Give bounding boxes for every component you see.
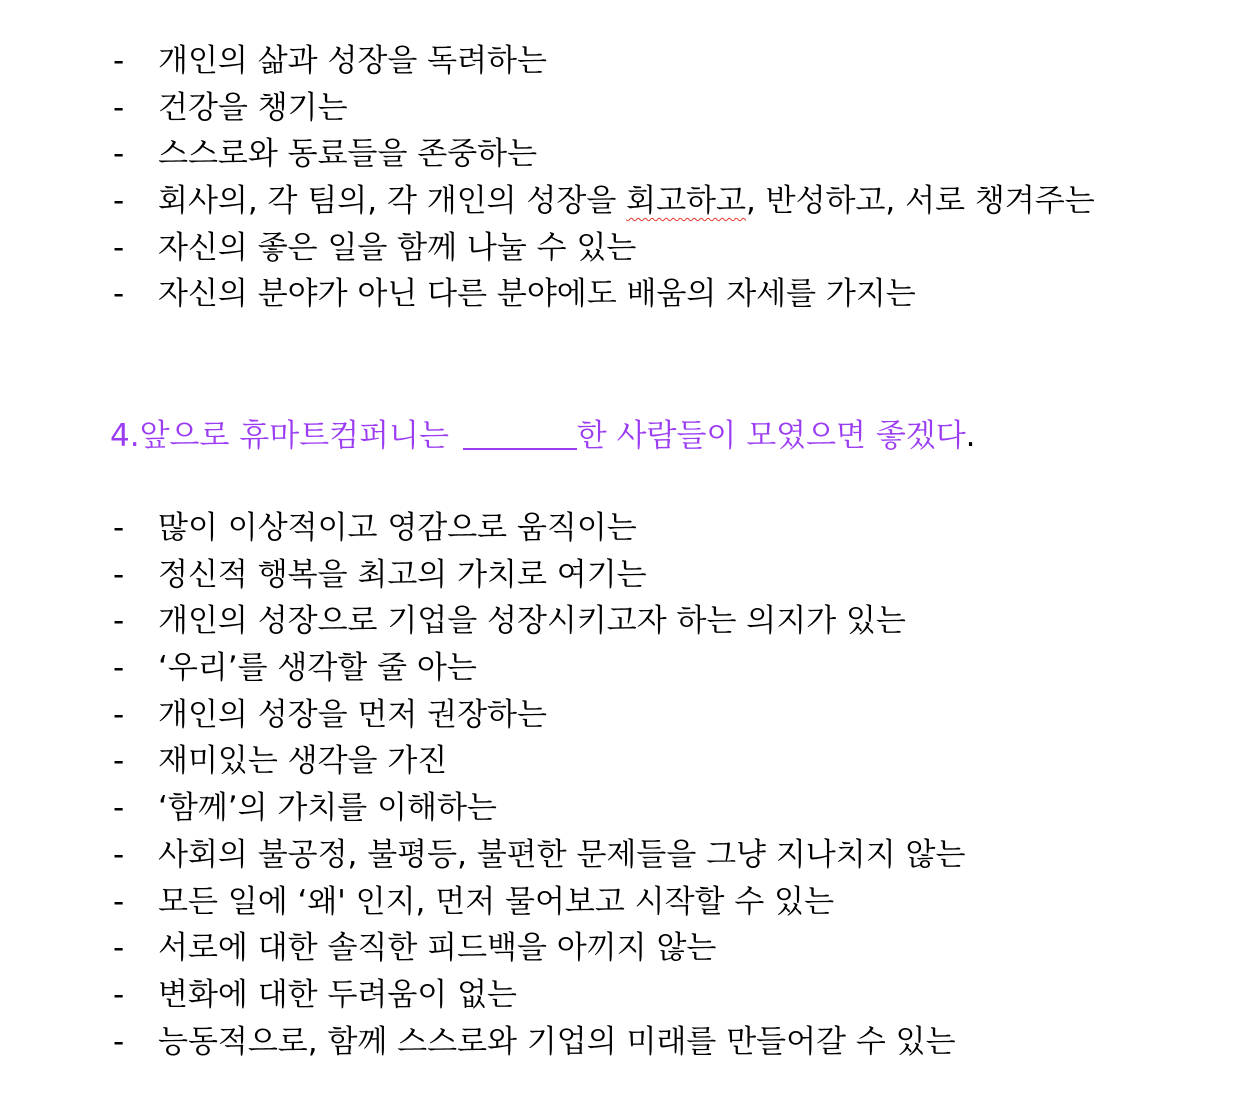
question-heading[interactable] [110, 413, 976, 459]
list-item-text[interactable]: 재미있는 생각을 가진 [158, 743, 448, 780]
list-item-text[interactable]: ‘우리’를 생각할 줄 아는 [158, 650, 477, 687]
fill-in-blank [463, 418, 577, 450]
list-item-text[interactable]: 사회의 불공정, 불평등, 불편한 문제들을 그냥 지나치지 않는 [158, 836, 966, 873]
bullet-dash: - [113, 650, 125, 687]
bullet-dash: - [113, 276, 125, 313]
bullet-dash: - [113, 976, 125, 1013]
list-item-text[interactable]: 스스로와 동료들을 존중하는 [158, 136, 538, 173]
bullet-dash: - [113, 1023, 125, 1060]
bullet-dash: - [113, 136, 125, 173]
question-text-start: 4.앞으로 휴마트컴퍼니는 [110, 418, 459, 454]
bullet-dash: - [113, 930, 125, 967]
text-segment: 회사의, 각 팀의, 각 개인의 성장을 [158, 183, 627, 220]
list-item-text[interactable]: 자신의 좋은 일을 함께 나눌 수 있는 [158, 229, 637, 266]
question-text-end: 한 사람들이 모였으면 좋겠다 [576, 418, 966, 454]
bullet-dash: - [113, 836, 125, 873]
bullet-dash: - [113, 89, 125, 126]
list-item-text[interactable]: 능동적으로, 함께 스스로와 기업의 미래를 만들어갈 수 있는 [158, 1023, 956, 1060]
list-item-text[interactable]: 건강을 챙기는 [158, 89, 348, 126]
text-segment: , 반성하고, 서로 챙겨주는 [745, 183, 1095, 220]
list-item-text[interactable]: 개인의 성장으로 기업을 성장시키고자 하는 의지가 있는 [158, 603, 906, 640]
list-item-text[interactable]: 정신적 행복을 최고의 가치로 여기는 [158, 556, 647, 593]
bullet-dash: - [113, 743, 125, 780]
bullet-dash: - [113, 556, 125, 593]
bullet-dash: - [113, 183, 125, 220]
bullet-dash: - [113, 696, 125, 733]
list-item-text[interactable]: 서로에 대한 솔직한 피드백을 아끼지 않는 [158, 930, 717, 967]
bullet-dash: - [113, 603, 125, 640]
list-item-text[interactable]: 자신의 분야가 아닌 다른 분야에도 배움의 자세를 가지는 [158, 276, 916, 313]
bullet-dash: - [113, 790, 125, 827]
bullet-dash: - [113, 43, 125, 79]
list-item-text[interactable]: 개인의 성장을 먼저 권장하는 [158, 696, 547, 733]
bullet-dash: - [113, 883, 125, 920]
bullet-dash: - [113, 229, 125, 266]
list-item-text[interactable]: 많이 이상적이고 영감으로 움직이는 [158, 510, 637, 546]
spellcheck-flagged-word[interactable]: 회고하고 [626, 183, 746, 220]
list-item-text[interactable]: 모든 일에 ‘왜' 인지, 먼저 물어보고 시작할 수 있는 [158, 883, 835, 920]
list-item-text[interactable] [158, 178, 1095, 225]
list-item-text[interactable]: 개인의 삶과 성장을 독려하는 [158, 43, 547, 79]
bullet-dash: - [113, 510, 125, 546]
question-period: . [965, 418, 976, 454]
list-item-text[interactable]: ‘함께’의 가치를 이해하는 [158, 790, 497, 827]
list-item-text[interactable]: 변화에 대한 두려움이 없는 [158, 976, 517, 1013]
